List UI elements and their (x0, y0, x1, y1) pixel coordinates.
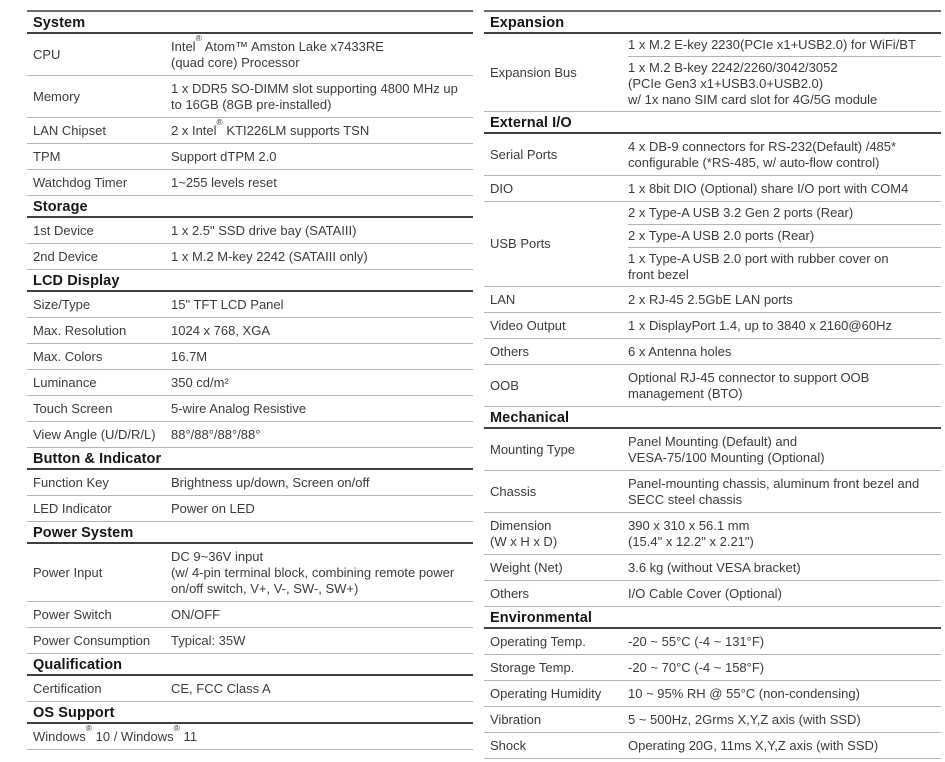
row-value: 5-wire Analog Resistive (171, 400, 307, 416)
row-value: 1 x M.2 M-key 2242 (SATAIII only) (171, 248, 368, 264)
spec-row-usb-ports (484, 202, 941, 287)
spec-row-oob (484, 365, 941, 407)
row-label: Power Input (33, 564, 103, 580)
row-label: Size/Type (33, 296, 91, 312)
section-title: LCD Display (27, 270, 473, 292)
row-value: 88°/88°/88°/88° (171, 426, 261, 442)
section-title: System (27, 12, 473, 34)
row-label: Max. Resolution (33, 322, 127, 338)
spec-row-shock (484, 733, 941, 759)
spec-row-lan-chipset (27, 118, 473, 144)
row-value: 1 x 8bit DIO (Optional) share I/O port with COM4 (628, 180, 909, 196)
row-label: Touch Screen (33, 400, 113, 416)
row-value: -20 ~ 70°C (-4 ~ 158°F) (628, 659, 765, 675)
row-label: Vibration (490, 711, 542, 727)
row-value: Windows® 10 / Windows® 11 (33, 723, 198, 744)
row-value: 3.6 kg (without VESA bracket) (628, 559, 801, 575)
spec-row-size-type (27, 292, 473, 318)
row-label: Others (490, 343, 530, 359)
section-title: Mechanical (484, 407, 941, 429)
row-value: Intel® Atom™ Amston Lake x7433RE (quad core) Processor (171, 33, 384, 70)
row-value: 4 x DB-9 connectors for RS-232(Default) /485* configurable (*RS-485, w/ auto-flow control) (628, 138, 897, 170)
spec-row-luminance (27, 370, 473, 396)
spec-row-max-resolution (27, 318, 473, 344)
row-label: DIO (490, 180, 514, 196)
row-label: Operating Temp. (490, 633, 586, 649)
row-label: LED Indicator (33, 500, 112, 516)
spec-row-operating-temp (484, 629, 941, 655)
section-power-system (27, 522, 473, 654)
spec-row-video-output (484, 313, 941, 339)
section-environmental (484, 607, 941, 759)
row-label: Mounting Type (490, 441, 576, 457)
row-value: 1~255 levels reset (171, 174, 277, 190)
row-label: Chassis (490, 483, 537, 499)
spec-row-2nd-device (27, 244, 473, 270)
row-label: Operating Humidity (490, 685, 602, 701)
row-value: 5 ~ 500Hz, 2Grms X,Y,Z axis (with SSD) (628, 711, 861, 727)
section-os-support (27, 702, 473, 750)
spec-row-led-indicator (27, 496, 473, 522)
spec-row-expansion-bus (484, 34, 941, 112)
section-expansion (484, 12, 941, 112)
section-button-indicator (27, 448, 473, 522)
row-label: OOB (490, 377, 519, 393)
spec-row-lan (484, 287, 941, 313)
spec-row-max-colors (27, 344, 473, 370)
row-value: 1 x 2.5" SSD drive bay (SATAIII) (171, 222, 357, 238)
section-title: Storage (27, 196, 473, 218)
row-label: View Angle (U/D/R/L) (33, 426, 156, 442)
section-title: OS Support (27, 702, 473, 724)
row-value: 1024 x 768, XGA (171, 322, 271, 338)
row-label: Luminance (33, 374, 97, 390)
row-label: Max. Colors (33, 348, 103, 364)
row-value: Brightness up/down, Screen on/off (171, 474, 370, 490)
row-value: -20 ~ 55°C (-4 ~ 131°F) (628, 633, 765, 649)
section-external-i-o (484, 112, 941, 407)
row-value: Optional RJ-45 connector to support OOB management (BTO) (628, 369, 870, 401)
row-label: Function Key (33, 474, 109, 490)
row-value: 2 x Type-A USB 2.0 ports (Rear) (628, 225, 941, 248)
row-label: Watchdog Timer (33, 174, 128, 190)
spec-row-vibration (484, 707, 941, 733)
row-label: Weight (Net) (490, 559, 563, 575)
row-label: Certification (33, 680, 102, 696)
spec-row-dimension (484, 513, 941, 555)
spec-row-chassis (484, 471, 941, 513)
spec-row-power-input (27, 544, 473, 602)
spec-row-power-consumption (27, 628, 473, 654)
row-value: 2 x RJ-45 2.5GbE LAN ports (628, 291, 793, 307)
row-value: Panel Mounting (Default) and VESA-75/100 Mounting (Optional) (628, 433, 825, 465)
row-value: 15" TFT LCD Panel (171, 296, 284, 312)
row-value: DC 9~36V input (w/ 4-pin terminal block, combining remote power on/off switch, V+, V-, SW-, SW+) (171, 548, 455, 596)
spec-row-memory (27, 76, 473, 118)
row-value: 10 ~ 95% RH @ 55°C (non-condensing) (628, 685, 860, 701)
section-title: Expansion (484, 12, 941, 34)
spec-row-weight-net (484, 555, 941, 581)
row-value: Typical: 35W (171, 632, 246, 648)
row-value: ON/OFF (171, 606, 221, 622)
spec-row-view-angle-u-d-r-l (27, 422, 473, 448)
section-system (27, 12, 473, 196)
row-label: Shock (490, 737, 527, 753)
spec-row-watchdog-timer (27, 170, 473, 196)
row-value: 2 x Intel® KTI226LM supports TSN (171, 117, 370, 138)
spec-row-mounting-type (484, 429, 941, 471)
section-qualification (27, 654, 473, 702)
row-label: TPM (33, 148, 61, 164)
row-value: Panel-mounting chassis, aluminum front bezel and SECC steel chassis (628, 475, 920, 507)
row-sub-values (628, 202, 941, 286)
row-value: 1 x M.2 B-key 2242/2260/3042/3052 (PCIe Gen3 x1+USB3.0+USB2.0) w/ 1x nano SIM card slot for 4G/5G module (628, 60, 878, 107)
spec-row-others (484, 339, 941, 365)
spec-row-certification (27, 676, 473, 702)
row-label: Video Output (490, 317, 566, 333)
row-label: Memory (33, 88, 80, 104)
spec-row-dio (484, 176, 941, 202)
section-title: Environmental (484, 607, 941, 629)
spec-row-tpm (27, 144, 473, 170)
spec-column-right (484, 10, 941, 759)
row-label: USB Ports (490, 236, 551, 251)
row-label: Expansion Bus (490, 64, 577, 80)
section-title: External I/O (484, 112, 941, 134)
row-value: 6 x Antenna holes (628, 343, 732, 359)
spec-row-storage-temp (484, 655, 941, 681)
section-title: Qualification (27, 654, 473, 676)
spec-column-left (27, 10, 473, 750)
row-value: Support dTPM 2.0 (171, 148, 277, 164)
spec-row-others (484, 581, 941, 607)
row-label: CPU (33, 46, 61, 62)
row-value: Power on LED (171, 500, 255, 516)
spec-row-touch-screen (27, 396, 473, 422)
row-sub-values (628, 34, 941, 111)
section-title: Button & Indicator (27, 448, 473, 470)
section-mechanical (484, 407, 941, 607)
row-label: LAN (490, 291, 516, 307)
row-label: Power Consumption (33, 632, 151, 648)
row-label: Serial Ports (490, 146, 558, 162)
section-lcd-display (27, 270, 473, 448)
row-value: Operating 20G, 11ms X,Y,Z axis (with SSD) (628, 737, 879, 753)
spec-row-cpu (27, 34, 473, 76)
row-value: 2 x Type-A USB 3.2 Gen 2 ports (Rear) (628, 202, 941, 225)
row-label: Power Switch (33, 606, 112, 622)
row-label: 1st Device (33, 222, 94, 238)
section-storage (27, 196, 473, 270)
row-value: I/O Cable Cover (Optional) (628, 585, 782, 601)
row-value: CE, FCC Class A (171, 680, 271, 696)
spec-row-operating-humidity (484, 681, 941, 707)
spec-row-windows-10-windows-11 (27, 724, 473, 750)
row-label: 2nd Device (33, 248, 99, 264)
row-value: 1 x Type-A USB 2.0 port with rubber cover on front bezel (628, 251, 889, 282)
row-value: 390 x 310 x 56.1 mm (15.4" x 12.2" x 2.21") (628, 517, 754, 549)
row-value: 1 x M.2 E-key 2230(PCIe x1+USB2.0) for WiFi/BT (628, 34, 941, 57)
row-value: 1 x DisplayPort 1.4, up to 3840 x 2160@60Hz (628, 317, 892, 333)
spec-row-function-key (27, 470, 473, 496)
row-value: 1 x DDR5 SO-DIMM slot supporting 4800 MHz up to 16GB (8GB pre-installed) (171, 80, 458, 112)
row-label: Others (490, 585, 530, 601)
spec-row-power-switch (27, 602, 473, 628)
row-label: LAN Chipset (33, 122, 106, 138)
row-label: Storage Temp. (490, 659, 575, 675)
section-title: Power System (27, 522, 473, 544)
row-value: 16.7M (171, 348, 208, 364)
row-value: 350 cd/m² (171, 374, 229, 390)
row-label: Dimension (W x H x D) (490, 517, 558, 549)
spec-row-1st-device (27, 218, 473, 244)
spec-row-serial-ports (484, 134, 941, 176)
